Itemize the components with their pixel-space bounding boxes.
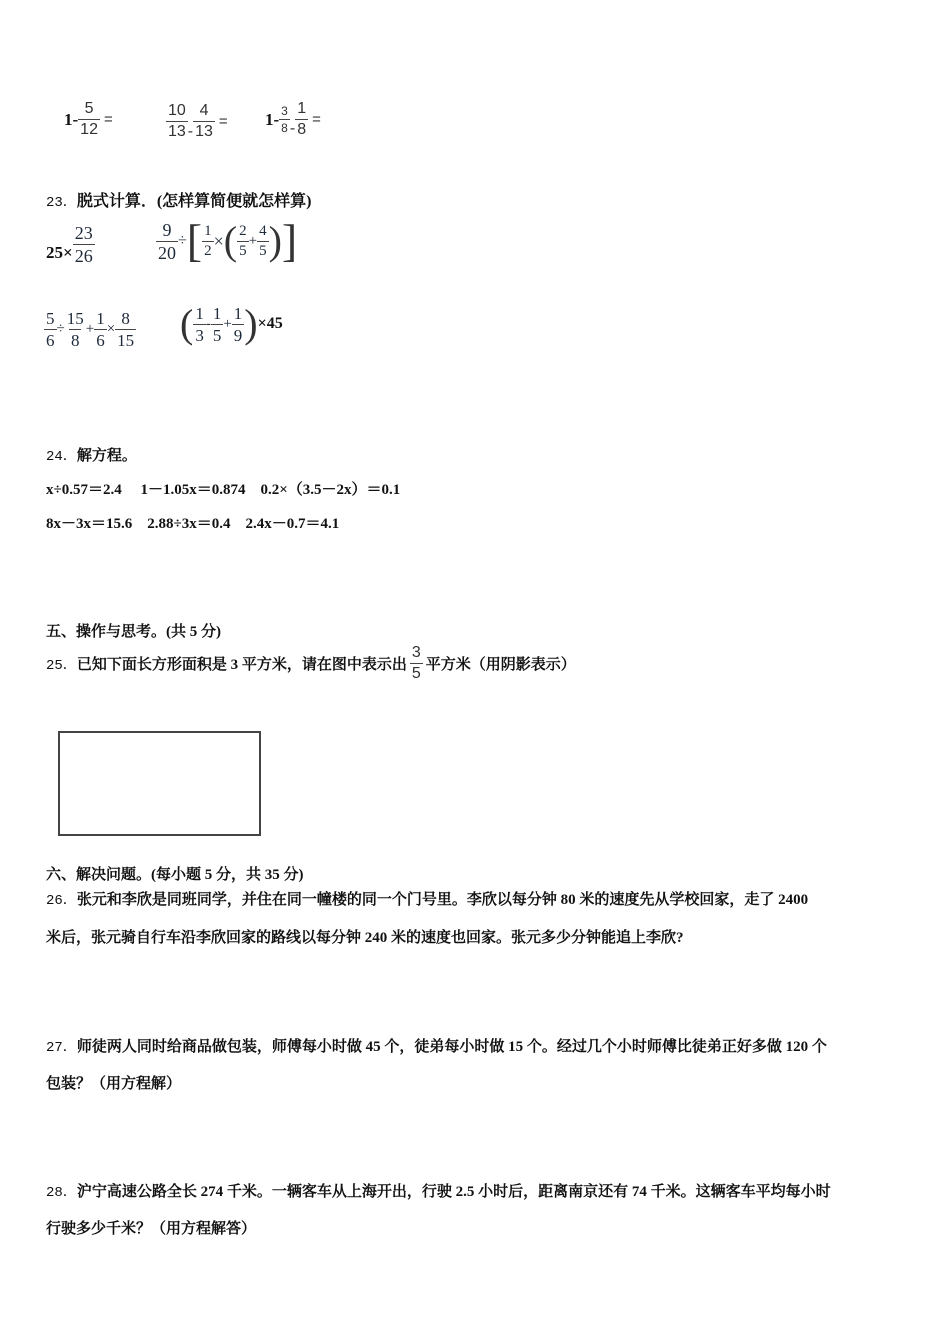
- top-expr-2-den2: 13: [195, 122, 213, 140]
- section-6-title: 六、解决问题。(每小题 5 分，共 35 分): [46, 867, 304, 883]
- q23-expr-3-n1: 5: [46, 309, 55, 328]
- top-expr-3-den1: 8: [281, 121, 288, 135]
- top-expr-1-num: 5: [84, 100, 94, 117]
- q27-line-2: 包装？（用方程解）: [46, 1076, 182, 1092]
- q23-expr-4-fraction-2: [211, 305, 224, 344]
- q23-expr-2-n4: 4: [259, 222, 267, 239]
- q26-number: 26．: [46, 893, 77, 909]
- q23-expr-4-suffix: ×45: [257, 315, 283, 332]
- q23-expr-2-n3: 2: [239, 222, 247, 239]
- top-expr-2-fraction-2: [193, 103, 215, 140]
- q23-expr-3-fraction-1: [44, 310, 57, 349]
- q23-expr-2-fraction-2: [202, 224, 214, 259]
- q26-line-2: 米后，张元骑自行车沿李欣回家的路线以每分钟 240 米的速度也回家。张元多少分钟能追上李欣?: [46, 930, 684, 946]
- top-expr-2-den1: 13: [168, 122, 186, 140]
- q23-expr-2-d4: 5: [259, 242, 267, 259]
- q23-expr-2-op3: +: [248, 232, 258, 249]
- q23-expr-2-d1: 20: [158, 242, 176, 263]
- q23-expr-4-fraction-3: [232, 305, 245, 344]
- top-expr-3-prefix: 1-: [265, 109, 280, 129]
- q23-expr-2-d2: 2: [204, 242, 212, 259]
- q23-expr-4-n1: 1: [195, 303, 204, 323]
- top-expr-1-fraction: [78, 101, 100, 138]
- q25-text: [46, 645, 576, 682]
- q23-expr-2-n2: 1: [204, 222, 212, 239]
- q28-line-1: [46, 1180, 831, 1201]
- q23-expr-3-d1: 6: [46, 331, 55, 350]
- q23-expr-3-op2: +: [85, 321, 95, 337]
- q23-expr-3-fraction-2: [65, 310, 86, 349]
- top-expr-3-num2: 1: [297, 100, 307, 117]
- q25-number: 25．: [46, 657, 77, 674]
- q23-expr-4-d3: 9: [233, 325, 243, 345]
- top-expr-1-den: 12: [80, 121, 98, 138]
- top-expr-3-den2: 8: [297, 121, 307, 138]
- q23-expr-2-right-bracket: ]: [281, 215, 298, 266]
- q23-expr-3-op1: ÷: [56, 321, 65, 337]
- q23-expr-3-d4: 15: [117, 331, 135, 350]
- top-expr-2-op: -: [187, 123, 194, 140]
- q23-expr-4-d1: 3: [195, 325, 204, 345]
- q23-expr-4-op1: -: [205, 315, 211, 332]
- top-expr-3-num1: 3: [281, 104, 288, 118]
- q23-expr-4-d2: 5: [212, 325, 222, 345]
- q23-expr-2-left-paren: (: [223, 218, 238, 263]
- q23-expr-1-den: 26: [74, 246, 93, 266]
- q24-heading: [46, 444, 137, 465]
- q23-expr-1-num: 23: [74, 223, 93, 243]
- q23-expr-3-d3: 6: [96, 331, 105, 350]
- q25-fraction-num: 3: [411, 644, 421, 661]
- q23-expr-4-right-paren: ): [244, 301, 258, 346]
- q23-heading: [46, 188, 311, 211]
- q23-expr-4: [180, 301, 283, 346]
- q23-expr-2-fraction-1: [156, 221, 178, 262]
- q24-title: 解方程。: [76, 448, 137, 464]
- q23-expr-2-fraction-4: [257, 224, 269, 259]
- rectangle-figure[interactable]: [58, 731, 261, 836]
- q23-expr-4-fraction-1: [193, 305, 206, 344]
- q23-expr-3-n4: 8: [121, 309, 130, 328]
- top-expr-2-num2: 4: [199, 101, 209, 119]
- top-expr-2-num1: 10: [168, 101, 186, 119]
- q28-line-2: 行驶多少千米？（用方程解答）: [46, 1221, 257, 1237]
- top-expr-1-eq: =: [103, 111, 113, 128]
- q23-expr-3-d2: 8: [70, 331, 80, 350]
- q23-expr-3: [44, 310, 136, 349]
- q23-expr-2-n1: 9: [162, 219, 172, 240]
- q28-line-1-text: 沪宁高速公路全长 274 千米。一辆客车从上海开出，行驶 2.5 小时后，距离南京还有 74 千米。这辆客车平均每小时: [76, 1184, 831, 1200]
- q23-expr-3-fraction-3: [94, 310, 107, 349]
- q23-expr-2: [156, 215, 298, 266]
- q28-number: 28．: [46, 1185, 77, 1201]
- q23-expr-4-n2: 1: [212, 303, 222, 323]
- q23-expr-3-n2: 15: [66, 309, 84, 328]
- q23-expr-4-left-paren: (: [180, 301, 194, 346]
- q26-line-1: [46, 888, 808, 909]
- q24-number: 24．: [46, 449, 77, 465]
- q23-expr-2-right-paren: ): [268, 218, 282, 263]
- top-expr-3-eq: =: [312, 111, 321, 128]
- top-expr-3-fraction-1: [279, 105, 290, 134]
- q23-expr-4-n3: 1: [233, 303, 243, 323]
- q23-expr-3-n3: 1: [96, 309, 105, 328]
- q27-line-1-text: 师徒两人同时给商品做包装，师傅每小时做 45 个，徒弟每小时做 15 个。经过几个小时师傅比徒弟正好多做 120 个: [76, 1039, 827, 1055]
- q23-expr-1-fraction: [73, 224, 95, 265]
- q25-fraction: [410, 645, 423, 682]
- q23-expr-2-op1: ÷: [178, 232, 187, 249]
- q24-equations-row-2: 8x－3x＝15.6 2.88÷3x＝0.4 2.4x－0.7＝4.1: [46, 516, 340, 532]
- q23-expr-2-d3: 5: [239, 242, 247, 259]
- q23-title: 脱式计算．(怎样算简便就怎样算): [76, 193, 312, 210]
- q23-expr-2-left-bracket: [: [186, 215, 203, 266]
- q27-line-1: [46, 1035, 827, 1056]
- top-expr-3: [265, 101, 321, 138]
- top-expr-2-fraction-1: [166, 103, 188, 140]
- q23-expr-3-op3: ×: [106, 321, 116, 337]
- q27-number: 27．: [46, 1040, 77, 1056]
- q25-text-before: 已知下面长方形面积是 3 平方米，请在图中表示出: [76, 657, 407, 673]
- q25-fraction-den: 5: [411, 665, 421, 682]
- top-expr-3-op: -: [289, 119, 296, 137]
- q25-text-after: 平方米（用阴影表示）: [425, 657, 576, 673]
- top-expr-2: [166, 101, 228, 141]
- section-5-title: 五、操作与思考。(共 5 分): [46, 624, 221, 640]
- q23-expr-4-op2: +: [223, 315, 232, 332]
- q26-line-1-text: 张元和李欣是同班同学，并住在同一幢楼的同一个门号里。李欣以每分钟 80 米的速度先从学校回家，走了 2400: [76, 892, 809, 908]
- top-expr-3-fraction-2: [295, 101, 308, 138]
- top-expr-2-eq: =: [218, 112, 228, 130]
- q23-expr-1: [46, 224, 95, 265]
- q23-expr-3-fraction-4: [115, 310, 136, 349]
- q23-expr-2-op2: ×: [213, 230, 224, 251]
- q23-expr-2-fraction-3: [237, 224, 249, 259]
- q23-expr-1-prefix: 25×: [46, 242, 73, 262]
- q23-number: 23．: [46, 195, 77, 211]
- top-expr-1-prefix: 1-: [64, 109, 79, 129]
- q24-equations-row-1: x÷0.57＝2.4 1－1.05x＝0.874 0.2×（3.5－2x）＝0.1: [46, 482, 401, 498]
- top-expr-1: [64, 101, 113, 138]
